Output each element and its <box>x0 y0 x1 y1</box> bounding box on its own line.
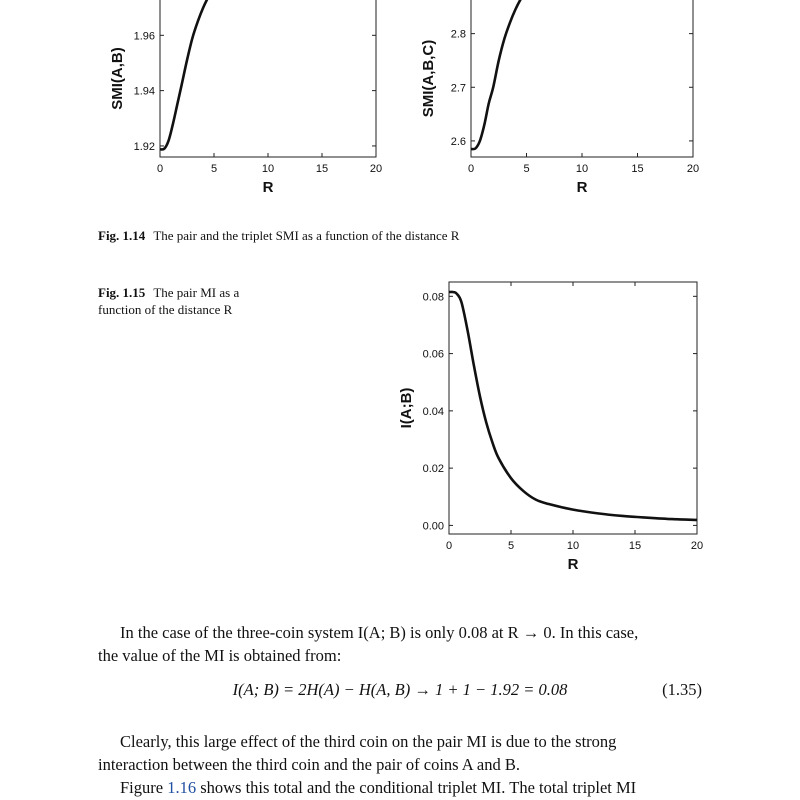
x-tick-label: 0 <box>467 163 475 175</box>
paragraph-3-start: Figure <box>120 778 164 797</box>
paragraph-2-line-2: interaction between the third coin and the pair of coins A and B. <box>98 755 521 774</box>
x-tick-label: 15 <box>631 163 644 175</box>
x-tick-label: 10 <box>566 540 580 552</box>
y-axis-label: SMI(A,B) <box>109 47 126 110</box>
y-tick-label: 1.94 <box>133 85 155 98</box>
fig15-caption <box>98 284 318 318</box>
y-tick-label: 0.00 <box>422 520 444 533</box>
y-tick-label: 0.06 <box>422 348 444 361</box>
y-tick-label: 0.04 <box>422 405 444 418</box>
x-tick-label: 15 <box>628 540 642 552</box>
x-tick-label: 10 <box>261 163 275 175</box>
paragraph-1-line-1: In the case of the three-coin system I(A; B) is only 0.08 at R → 0. In this case, <box>120 623 639 642</box>
paragraph-1 <box>98 621 702 667</box>
y-tick-label: 0.02 <box>422 463 444 476</box>
y-axis-label: SMI(A,B,C) <box>420 39 437 118</box>
x-tick-label: 15 <box>315 163 329 175</box>
paragraph-1-line-2: the value of the MI is obtained from: <box>98 646 342 665</box>
x-tick-label: 10 <box>575 163 589 175</box>
y-tick-label: 0.08 <box>422 291 444 304</box>
plot-frame <box>449 282 697 534</box>
paragraph-2-line-1: Clearly, this large effect of the third coin on the pair MI is due to the strong <box>120 732 617 751</box>
x-axis-label: R <box>567 556 579 573</box>
x-tick-label: 20 <box>369 163 383 175</box>
fig15-label: Fig. 1.15 <box>98 285 146 300</box>
figure-1-16-link[interactable]: 1.16 <box>167 778 197 797</box>
series-line <box>449 292 697 520</box>
y-tick-label: 1.92 <box>133 140 155 153</box>
y-tick-label: 2.7 <box>450 82 466 95</box>
equation-1-35 <box>98 680 702 704</box>
equation-number: (1.35) <box>662 680 702 699</box>
fig14-caption <box>98 227 698 244</box>
fig15-line1: The pair MI as a <box>153 285 240 300</box>
y-tick-label: 2.6 <box>450 135 466 148</box>
x-tick-label: 5 <box>210 163 218 175</box>
x-tick-label: 5 <box>507 540 515 552</box>
equation-text: I(A; B) = 2H(A) − H(A, B) → 1 + 1 − 1.92 = 0.08 <box>232 680 568 699</box>
paragraph-3-rest: shows this total and the conditional triplet MI. The total triplet MI <box>200 778 637 797</box>
x-tick-label: 0 <box>156 163 164 175</box>
x-tick-label: 5 <box>523 163 530 175</box>
x-axis-label: R <box>262 179 274 196</box>
x-tick-label: 20 <box>686 163 700 175</box>
x-tick-label: 20 <box>690 540 704 552</box>
fig14-text: The pair and the triplet SMI as a function of the distance R <box>153 228 460 243</box>
y-axis-label: I(A;B) <box>398 387 415 429</box>
paragraph-2 <box>98 730 702 799</box>
x-axis-label: R <box>576 179 588 196</box>
y-tick-label: 1.96 <box>133 30 155 43</box>
x-tick-label: 0 <box>445 540 453 552</box>
fig14-label: Fig. 1.14 <box>98 228 146 243</box>
fig15-line2: function of the distance R <box>98 302 233 317</box>
y-tick-label: 2.8 <box>450 28 466 41</box>
